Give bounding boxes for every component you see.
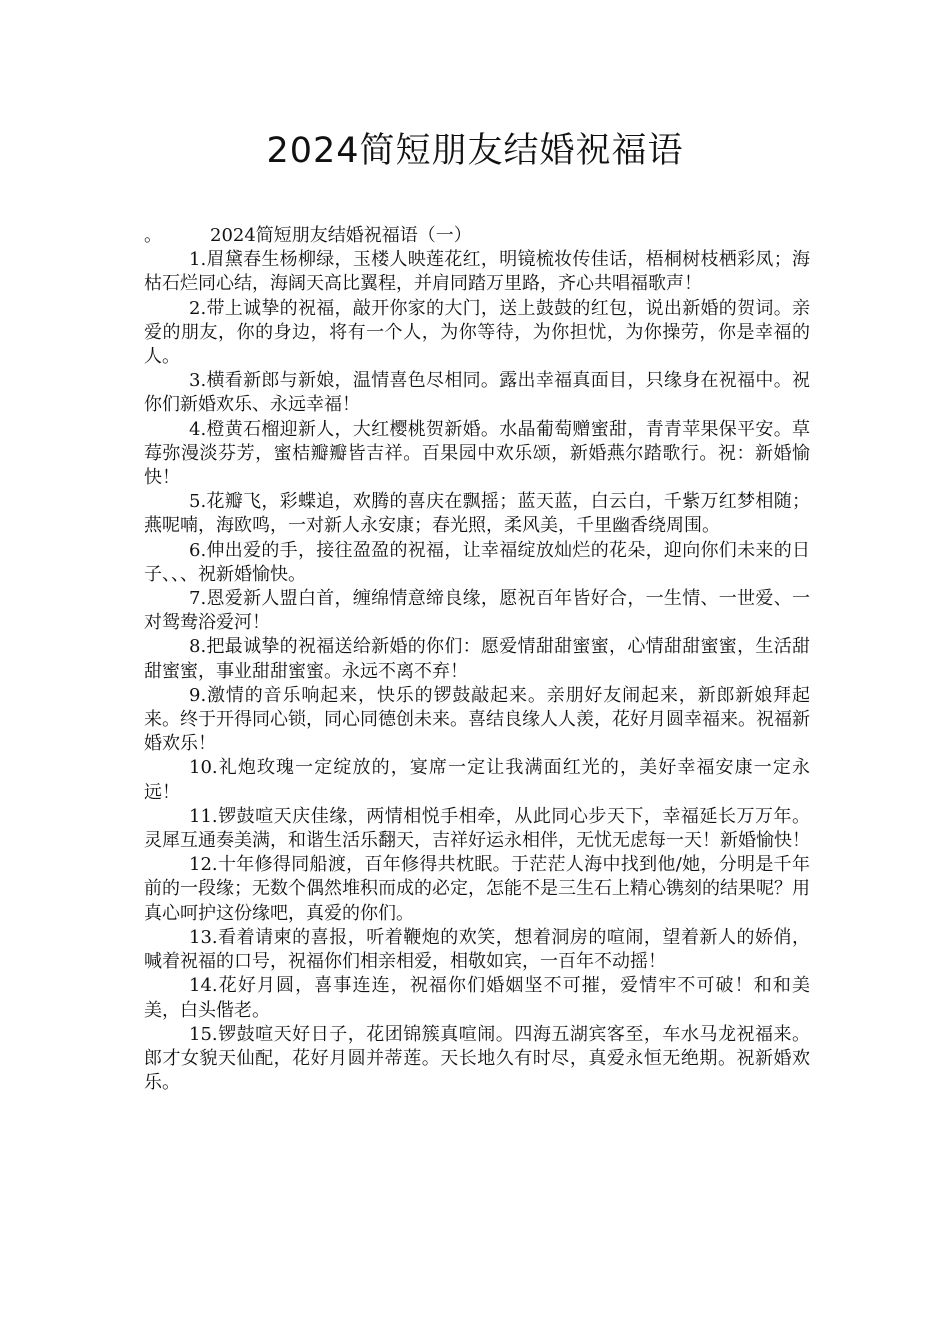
paragraph-13: 13.看着请柬的喜报，听着鞭炮的欢笑，想着洞房的喧闹，望着新人的娇俏，喊着祝福的口号，祝福你们相亲相爱，相敬如宾，一百年不动摇！	[144, 926, 810, 973]
document-body	[144, 224, 810, 1095]
paragraph-14: 14.花好月圆，喜事连连，祝福你们婚姻坚不可摧，爱情牢不可破！和和美美，白头偕老。	[144, 975, 810, 1021]
paragraph-1: 1.眉黛春生杨柳绿，玉楼人映莲花红，明镜梳妆传佳话，梧桐树枝栖彩凤；海枯石烂同心结，海阔天高比翼程，并肩同踏万里路，齐心共唱福歌声！	[144, 249, 810, 295]
paragraph-7: 7.恩爱新人盟白首，缠绵情意缔良缘，愿祝百年皆好合，一生情、一世爱、一对鸳鸯浴爱河！	[144, 588, 810, 634]
paragraph-6: 6.伸出爱的手，接往盈盈的祝福，让幸福绽放灿烂的花朵，迎向你们未来的日子、、、祝新婚愉快。	[144, 539, 810, 585]
paragraph-9: 9.激情的音乐响起来，快乐的锣鼓敲起来。亲朋好友闹起来，新郎新娘拜起来。终于开得同心锁，同心同德创未来。喜结良缘人人羡，花好月圆幸福来。祝福新婚欢乐！	[144, 684, 810, 755]
paragraph-11: 11.锣鼓喧天庆佳缘，两情相悦手相牵，从此同心步天下，幸福延长万万年。灵犀互通奏美满，和谐生活乐翻天，吉祥好运永相伴，无忧无虑每一天！新婚愉快！	[144, 805, 810, 852]
subtitle-prefix-mark: 。	[144, 225, 162, 246]
paragraph-2: 2.带上诚挚的祝福，敲开你家的大门，送上鼓鼓的红包，说出新婚的贺词。亲爱的朋友，你的身边，将有一个人，为你等待，为你担忧，为你操劳，你是幸福的人。	[144, 297, 810, 368]
paragraph-3: 3.横看新郎与新娘，温情喜色尽相同。露出幸福真面目，只缘身在祝福中。祝你们新婚欢乐、永远幸福！	[144, 370, 810, 416]
paragraph-12: 12.十年修得同船渡，百年修得共枕眠。于茫茫人海中找到他/她，分明是千年前的一段缘；无数个偶然堆积而成的必定，怎能不是三生石上精心镌刻的结果呢？用真心呵护这份缘吧，真爱的你们。	[144, 854, 810, 924]
subtitle-text: 2024简短朋友结婚祝福语（一）	[210, 225, 472, 246]
paragraph-4: 4.橙黄石榴迎新人，大红樱桃贺新婚。水晶葡萄赠蜜甜，青青苹果保平安。草莓弥漫淡芬芳，蜜桔瓣瓣皆吉祥。百果园中欢乐颂，新婚燕尔踏歌行。祝：新婚愉快！	[144, 418, 810, 489]
paragraph-8: 8.把最诚挚的祝福送给新婚的你们：愿爱情甜甜蜜蜜，心情甜甜蜜蜜，生活甜甜蜜蜜，事业甜甜蜜蜜。永远不离不弃！	[144, 636, 810, 682]
section-subtitle	[144, 224, 810, 248]
paragraph-5: 5.花瓣飞，彩蝶追，欢腾的喜庆在飘摇；蓝天蓝，白云白，千紫万红梦相随；燕呢喃，海欧鸣，一对新人永安康；春光照，柔风美，千里幽香绕周围。	[144, 491, 810, 537]
page-title: 2024简短朋友结婚祝福语	[266, 131, 684, 171]
paragraph-10: 10.礼炮玫瑰一定绽放的，宴席一定让我满面红光的，美好幸福安康一定永远！	[144, 757, 810, 803]
paragraph-15: 15.锣鼓喧天好日子，花团锦簇真喧闹。四海五湖宾客至，车水马龙祝福来。郎才女貌天仙配，花好月圆并蒂莲。天长地久有时尽，真爱永恒无绝期。祝新婚欢乐。	[144, 1023, 810, 1094]
